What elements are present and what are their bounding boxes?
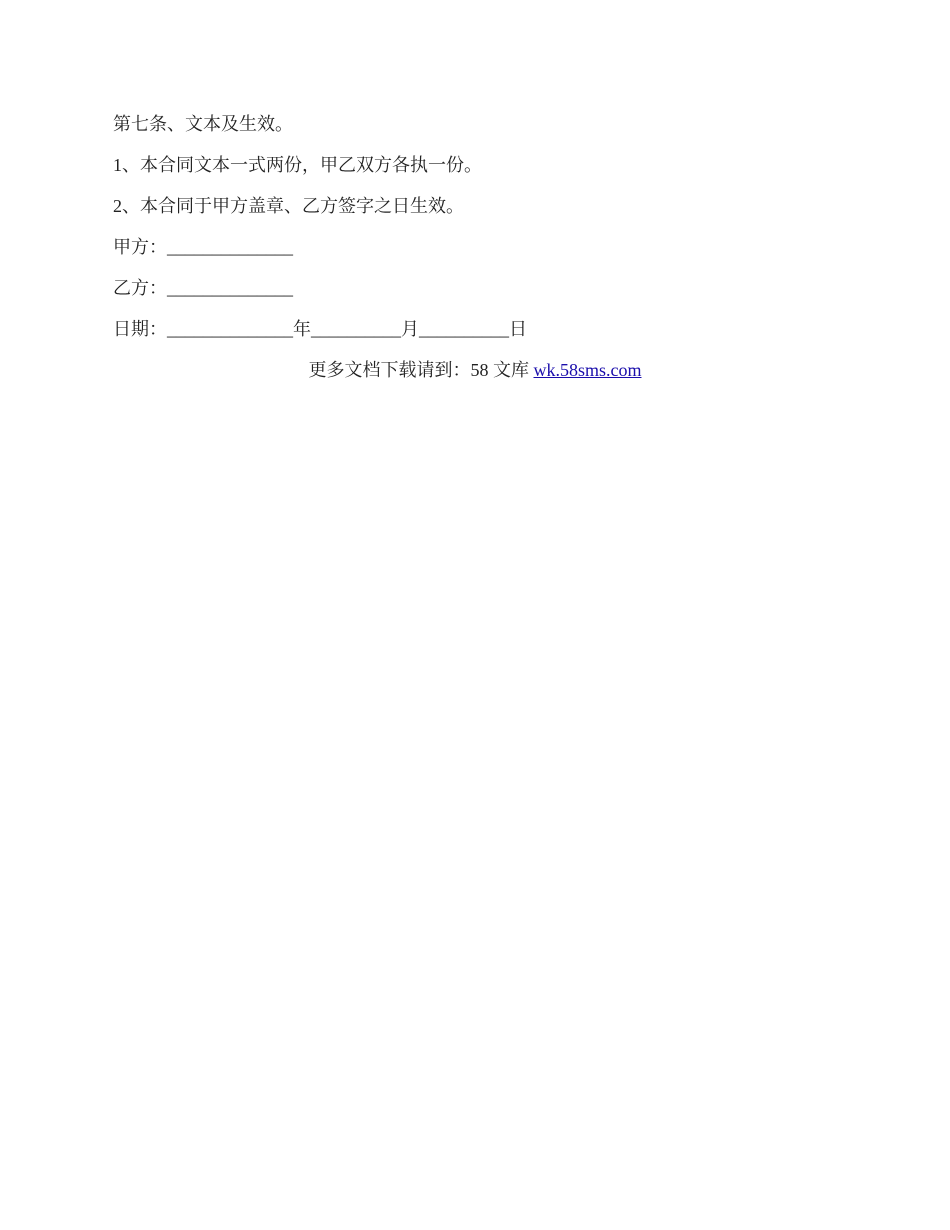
download-footer <box>0 358 950 382</box>
party-b-signature-line: 乙方：______________ <box>113 278 293 298</box>
clause-copies: 1、本合同文本一式两份，甲乙双方各执一份。 <box>113 155 482 175</box>
clause-effective: 2、本合同于甲方盖章、乙方签字之日生效。 <box>113 196 464 216</box>
party-a-signature-line: 甲方：______________ <box>113 237 293 257</box>
date-line: 日期：______________年__________月__________日 <box>113 319 527 339</box>
document-body <box>113 112 853 358</box>
footer-prefix: 更多文档下载请到：58 文库 <box>308 360 534 380</box>
section-heading-article-seven: 第七条、文本及生效。 <box>113 114 293 134</box>
footer-link[interactable]: wk.58sms.com <box>533 360 642 380</box>
